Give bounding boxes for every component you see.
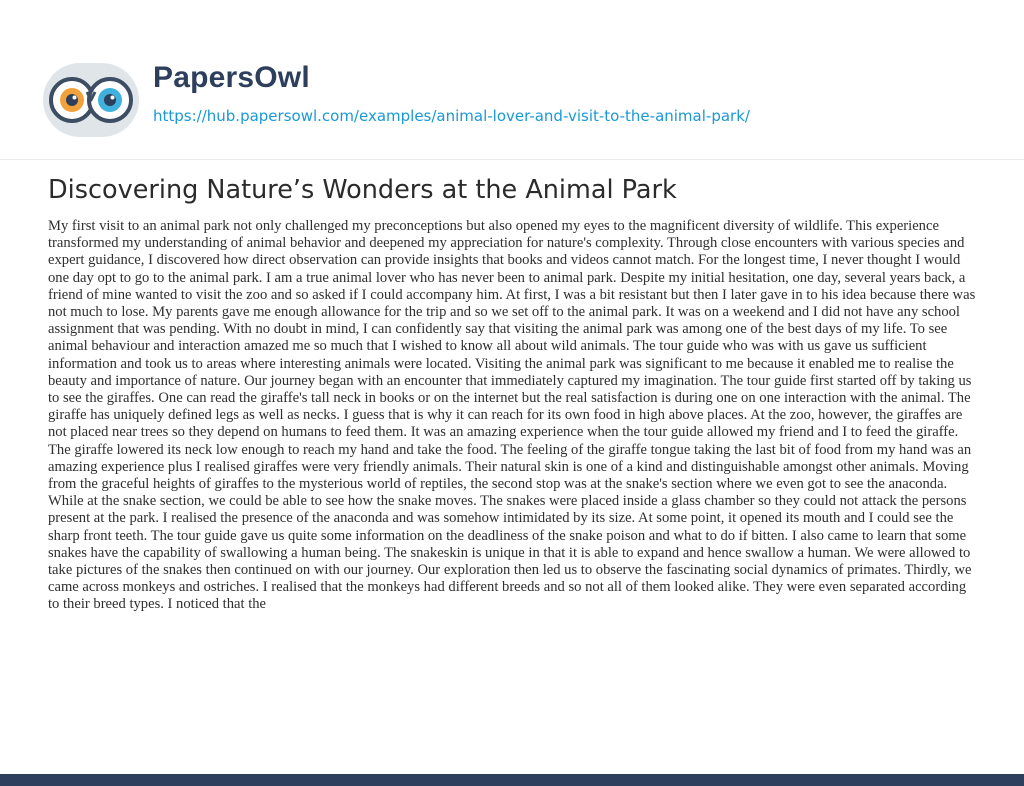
owl-eyes-icon	[42, 62, 140, 138]
essay-title: Discovering Nature’s Wonders at the Animal Park	[48, 175, 677, 205]
footer-bar	[0, 774, 1024, 786]
header-divider	[0, 159, 1024, 160]
source-url-link[interactable]: https://hub.papersowl.com/examples/animal-lover-and-visit-to-the-animal-park/	[153, 107, 750, 125]
brand-name: PapersOwl	[153, 61, 310, 94]
essay-body: My first visit to an animal park not only challenged my preconceptions but also opened my eyes to the magnificent diversity of wildlife. This experience transformed my understanding of animal behavior and deepened my appreciation for nature's complexity. Through close encounters with various species and expert guidance, I discovered how direct observation can provide insights that books and videos cannot match. For the longest time, I never thought I would one day opt to go to the animal park. I am a true animal lover who has never been to animal park. Despite my initial hesitation, one day, several years back, a friend of mine wanted to visit the zoo and so asked if I could accompany him. At first, I was a bit resistant but then I later gave in to his idea because there was not much to lose. My parents gave me enough allowance for the trip and so we set off to the animal park. It was on a weekend and I did not have any school assignment that was pending. With no doubt in mind, I can confidently say that visiting the animal park was among one of the best days of my life. To see animal behaviour and interaction amazed me so much that I wished to know all about wild animals. The tour guide who was with us gave us sufficient information and took us to areas where interesting animals were located. Visiting the animal park was significant to me because it enabled me to realise the beauty and importance of nature. Our journey began with an encounter that immediately captured my imagination. The tour guide first started off by taking us to see the giraffes. One can read the giraffe's tall neck in books or on the internet but the real satisfaction is during one on one interaction with the animal. The giraffe has uniquely defined legs as well as necks. I guess that is why it can reach for its own food in high above places. At the zoo, however, the giraffes are not placed near trees so they depend on humans to feed them. It was an amazing experience when the tour guide allowed my friend and I to feed the giraffe. The giraffe lowered its neck low enough to reach my hand and take the food. The feeling of the giraffe tongue taking the last bit of food from my hand was an amazing experience plus I realised giraffes were very friendly animals. Their natural skin is one of a kind and distinguishable amongst other animals. Moving from the graceful heights of giraffes to the mysterious world of reptiles, the second stop was at the snake's section where we even got to see the anaconda. While at the snake section, we could be able to see how the snake moves. The snakes were placed inside a glass chamber so they could not attack the persons present at the park. I realised the presence of the anaconda and was somehow intimidated by its size. At some point, it opened its mouth and I could see the sharp front teeth. The tour guide gave us quite some information on the deadliness of the snake poison and what to do if bitten. I also came to learn that some snakes have the capability of swallowing a human being. The snakeskin is unique in that it is able to expand and hence swallow a human. We were allowed to take pictures of the snakes then continued on with our journey. Our exploration then led us to observe the fascinating social dynamics of primates. Thirdly, we came across monkeys and ostriches. I realised that the monkeys had different breeds and so not all of them looked alike. They were even separated according to their breed types. I noticed that the	[48, 218, 976, 613]
site-header	[0, 0, 1024, 160]
